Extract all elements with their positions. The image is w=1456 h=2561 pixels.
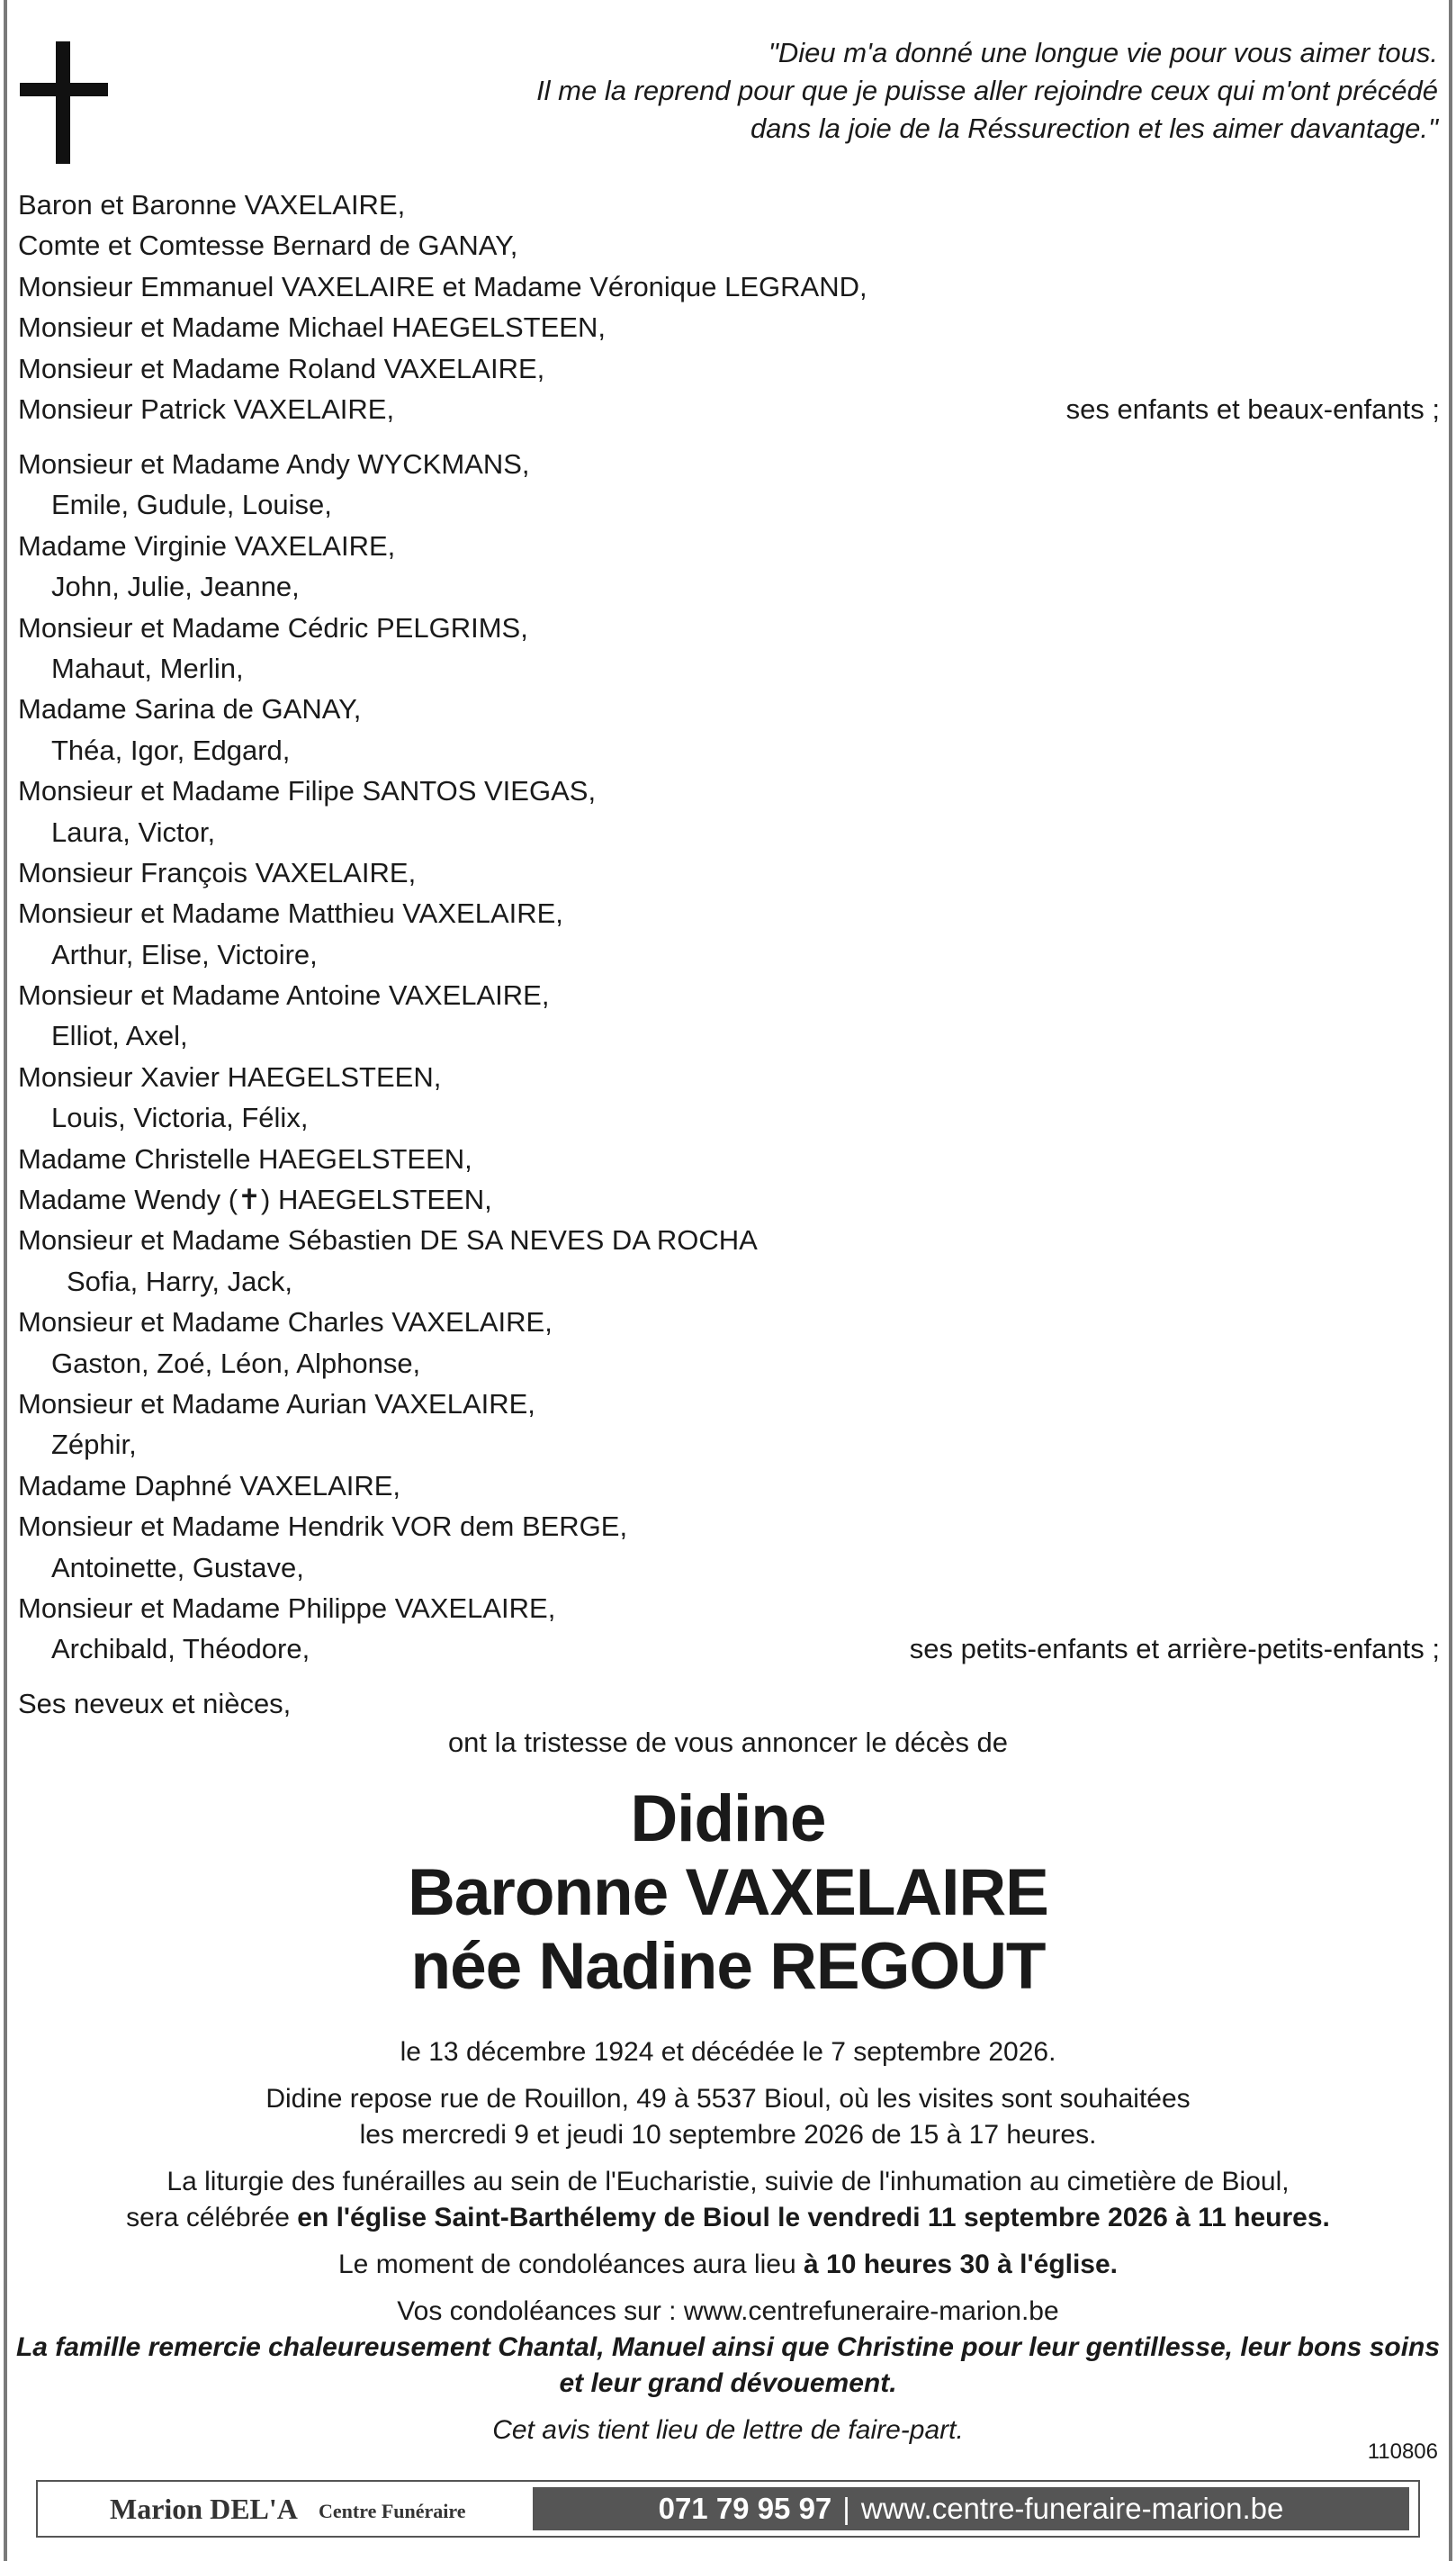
liturgy-line: La liturgie des funérailles au sein de l'Eucharistie, suivie de l'inhumation au cimetière de Bioul, (166, 2167, 1290, 2196)
quote-line: dans la joie de la Réssurection et les aimer davantage." (750, 113, 1438, 144)
notice-line: Cet avis tient lieu de lettre de faire-part. (492, 2415, 964, 2445)
deceased-birth-name: née Nadine REGOUT (410, 1930, 1046, 2003)
funeral-home-subtitle: Centre Funéraire (319, 2500, 466, 2522)
liturgy-line (0, 2200, 1456, 2236)
family-line: Monsieur Emmanuel VAXELAIRE et Madame Véronique LEGRAND, (18, 270, 867, 302)
children-list (18, 185, 1440, 429)
relationship-role: ses petits-enfants et arrière-petits-enfants ; (909, 1633, 1440, 1665)
dates-line: le 13 décembre 1924 et décédée le 7 septembre 2026. (400, 2037, 1056, 2067)
separator: | (842, 2492, 850, 2525)
children-names: Zéphir, (51, 1429, 137, 1461)
family-line: Madame Daphné VAXELAIRE, (18, 1469, 401, 1501)
family-line: Monsieur et Madame Michael HAEGELSTEEN, (18, 311, 606, 344)
liturgy-venue: en l'église Saint-Barthélemy de Bioul le vendredi 11 septembre 2026 à 11 heures. (297, 2203, 1330, 2232)
funeral-details (0, 2034, 1456, 2448)
family-line-with-role (18, 389, 1440, 429)
family-line: Monsieur et Madame Andy WYCKMANS, (18, 448, 530, 480)
family-line: Madame Sarina de GANAY, (18, 693, 362, 726)
reference-number: 110806 (1367, 2439, 1438, 2464)
quote-line: "Dieu m'a donné une longue vie pour vous aimer tous. (768, 37, 1438, 68)
announcement-intro: ont la tristesse de vous annoncer le décès de (447, 1727, 1009, 1758)
condolence-time: à 10 heures 30 à l'église. (804, 2250, 1119, 2279)
deceased-name (0, 1782, 1456, 2004)
family-line: Monsieur et Madame Roland VAXELAIRE, (18, 352, 545, 384)
family-line: Monsieur et Madame Hendrik VOR dem BERGE, (18, 1510, 628, 1543)
children-names: John, Julie, Jeanne, (51, 571, 300, 603)
condolence-line (0, 2247, 1456, 2283)
family-line: Monsieur et Madame Antoine VAXELAIRE, (18, 979, 550, 1012)
children-names: Emile, Gudule, Louise, (51, 489, 332, 521)
family-line: Baron et Baronne VAXELAIRE, (18, 189, 406, 221)
funeral-home-footer (36, 2480, 1420, 2538)
family-line: Monsieur et Madame Philippe VAXELAIRE, (18, 1592, 556, 1624)
online-condolences: Vos condoléances sur : www.centrefuneraire-marion.be (397, 2296, 1059, 2326)
children-names: Gaston, Zoé, Léon, Alphonse, (51, 1347, 421, 1379)
website-link[interactable]: www.centre-funeraire-marion.be (860, 2492, 1284, 2525)
family-line: Monsieur François VAXELAIRE, (18, 856, 417, 888)
children-names: Mahaut, Merlin, (51, 652, 244, 684)
family-line: Monsieur et Madame Charles VAXELAIRE, (18, 1306, 553, 1339)
family-line: Monsieur et Madame Filipe SANTOS VIEGAS, (18, 775, 597, 807)
nephews-line (18, 1683, 1440, 1724)
children-names: Elliot, Axel, (51, 1020, 188, 1052)
deceased-first-name: Didine (630, 1782, 826, 1855)
children-names: Sofia, Harry, Jack, (67, 1265, 292, 1297)
quote-line: Il me la reprend pour que je puisse aller rejoindre ceux qui m'ont précédé (536, 75, 1438, 106)
children-names: Laura, Victor, (51, 816, 216, 848)
family-line: Monsieur et Madame Aurian VAXELAIRE, (18, 1387, 535, 1420)
family-line: Madame Wendy (✝) HAEGELSTEEN, (18, 1184, 492, 1216)
children-names: Louis, Victoria, Félix, (51, 1102, 309, 1134)
family-line: Comte et Comtesse Bernard de GANAY, (18, 230, 518, 262)
family-line: Ses neveux et nièces, (18, 1688, 292, 1719)
condolence-prefix: Le moment de condoléances aura lieu (337, 2250, 804, 2279)
thanks-line: et leur grand dévouement. (559, 2368, 897, 2398)
liturgy-prefix: sera célébrée (126, 2203, 298, 2232)
contact-bar (533, 2487, 1409, 2530)
family-line: Monsieur Xavier HAEGELSTEEN, (18, 1060, 442, 1093)
repose-line: les mercredi 9 et jeudi 10 septembre 2026 de 15 à 17 heures. (359, 2120, 1097, 2150)
family-line: Monsieur Patrick VAXELAIRE, (18, 392, 395, 425)
family-line: Monsieur et Madame Matthieu VAXELAIRE, (18, 897, 563, 930)
family-line-with-role (18, 1628, 1440, 1669)
phone-number: 071 79 95 97 (658, 2492, 832, 2525)
children-names: Théa, Igor, Edgard, (51, 734, 291, 766)
grandchildren-list (18, 444, 1440, 1670)
children-names: Arthur, Elise, Victoire, (51, 938, 318, 970)
funeral-home-logo: Marion DEL'A (110, 2493, 298, 2525)
relationship-role: ses enfants et beaux-enfants ; (1065, 392, 1440, 425)
repose-line: Didine repose rue de Rouillon, 49 à 5537 Bioul, où les visites sont souhaitées (265, 2084, 1191, 2114)
family-line: Madame Virginie VAXELAIRE, (18, 529, 396, 562)
epigraph-quote (358, 34, 1438, 148)
family-line: Monsieur et Madame Cédric PELGRIMS, (18, 611, 528, 644)
deceased-title-name: Baronne VAXELAIRE (408, 1856, 1048, 1929)
family-line: Madame Christelle HAEGELSTEEN, (18, 1142, 472, 1175)
family-line: Monsieur et Madame Sébastien DE SA NEVES DA ROCHA (18, 1224, 758, 1257)
children-names: Antoinette, Gustave, (51, 1551, 304, 1583)
children-names: Archibald, Théodore, (51, 1633, 310, 1665)
thanks-line: La famille remercie chaleureusement Chantal, Manuel ainsi que Christine pour leur gentillesse, leur bons soins (15, 2332, 1441, 2362)
